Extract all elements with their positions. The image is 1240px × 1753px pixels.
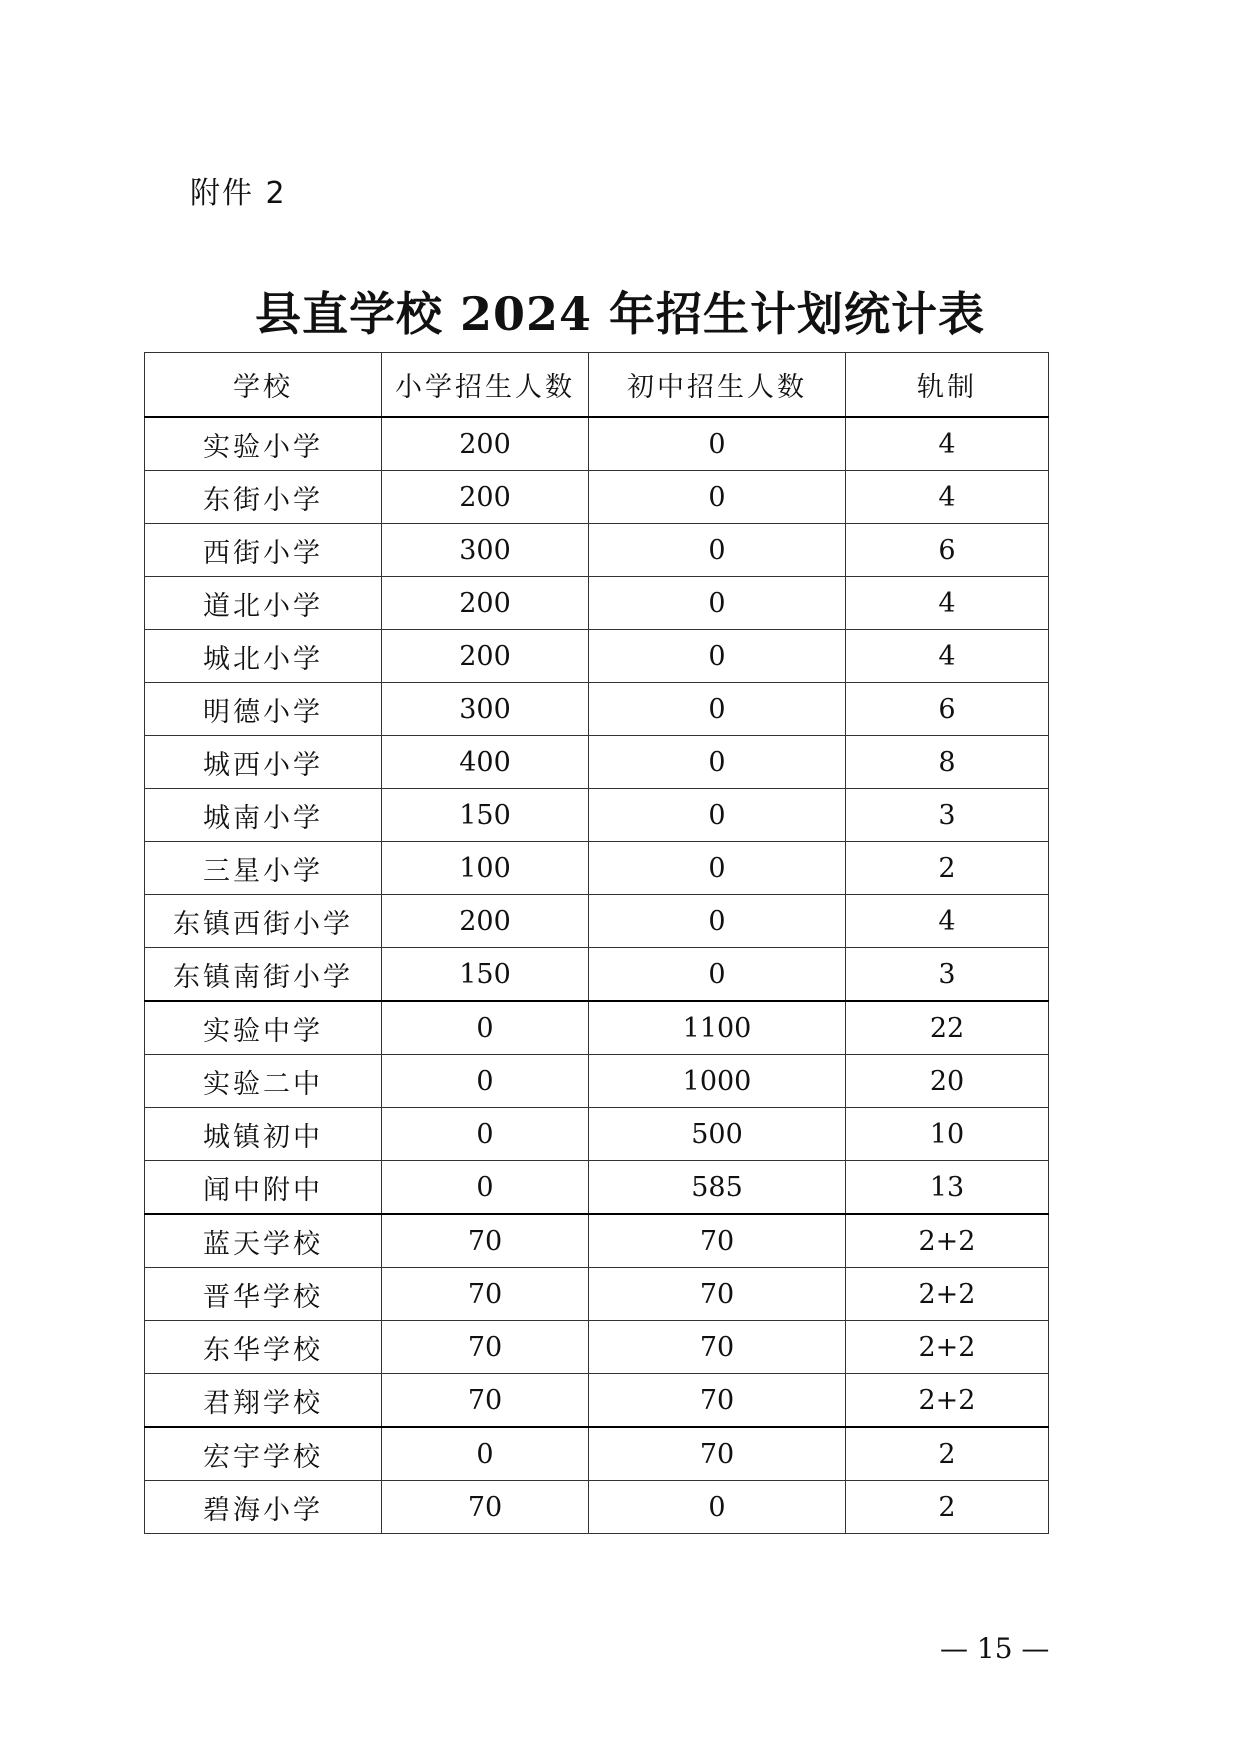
primary-enrollment: 70 [382, 1321, 589, 1374]
middle-enrollment: 70 [589, 1268, 846, 1321]
primary-enrollment: 200 [382, 895, 589, 948]
track-system: 2 [846, 1427, 1049, 1481]
primary-enrollment: 300 [382, 683, 589, 736]
primary-enrollment: 100 [382, 842, 589, 895]
primary-enrollment: 300 [382, 524, 589, 577]
middle-enrollment: 70 [589, 1321, 846, 1374]
middle-enrollment: 70 [589, 1427, 846, 1481]
school-name: 城西小学 [145, 736, 382, 789]
table-row [145, 1108, 1049, 1161]
table-row [145, 789, 1049, 842]
middle-enrollment: 70 [589, 1214, 846, 1268]
school-name: 西街小学 [145, 524, 382, 577]
table-row [145, 948, 1049, 1002]
middle-enrollment: 0 [589, 1481, 846, 1534]
track-system: 2+2 [846, 1268, 1049, 1321]
document-title: 县直学校 2024 年招生计划统计表 [254, 287, 986, 341]
school-name: 宏宇学校 [145, 1427, 382, 1481]
primary-enrollment: 0 [382, 1108, 589, 1161]
middle-enrollment: 1100 [589, 1001, 846, 1055]
table-row [145, 577, 1049, 630]
track-system: 8 [846, 736, 1049, 789]
middle-enrollment: 70 [589, 1374, 846, 1428]
header-school: 学校 [145, 353, 382, 418]
primary-enrollment: 200 [382, 471, 589, 524]
school-name: 城北小学 [145, 630, 382, 683]
header-middle-enrollment: 初中招生人数 [589, 353, 846, 418]
school-name: 碧海小学 [145, 1481, 382, 1534]
table-header-row [145, 353, 1049, 418]
primary-enrollment: 0 [382, 1055, 589, 1108]
table-row [145, 630, 1049, 683]
header-primary-enrollment: 小学招生人数 [382, 353, 589, 418]
school-name: 城南小学 [145, 789, 382, 842]
middle-enrollment: 0 [589, 789, 846, 842]
track-system: 4 [846, 577, 1049, 630]
middle-enrollment: 0 [589, 524, 846, 577]
primary-enrollment: 0 [382, 1427, 589, 1481]
primary-enrollment: 70 [382, 1214, 589, 1268]
school-name: 三星小学 [145, 842, 382, 895]
table-row [145, 1001, 1049, 1055]
middle-enrollment: 0 [589, 842, 846, 895]
track-system: 20 [846, 1055, 1049, 1108]
primary-enrollment: 70 [382, 1374, 589, 1428]
school-name: 闻中附中 [145, 1161, 382, 1215]
table-row [145, 1321, 1049, 1374]
middle-enrollment: 0 [589, 630, 846, 683]
track-system: 2 [846, 1481, 1049, 1534]
track-system: 3 [846, 948, 1049, 1002]
track-system: 4 [846, 895, 1049, 948]
middle-enrollment: 585 [589, 1161, 846, 1215]
school-name: 实验二中 [145, 1055, 382, 1108]
school-name: 东镇南街小学 [145, 948, 382, 1002]
middle-enrollment: 0 [589, 948, 846, 1002]
primary-enrollment: 200 [382, 630, 589, 683]
table-row [145, 1427, 1049, 1481]
track-system: 4 [846, 417, 1049, 471]
middle-enrollment: 0 [589, 471, 846, 524]
table-row [145, 1055, 1049, 1108]
primary-enrollment: 70 [382, 1268, 589, 1321]
school-name: 东华学校 [145, 1321, 382, 1374]
table-row [145, 1161, 1049, 1215]
track-system: 22 [846, 1001, 1049, 1055]
track-system: 13 [846, 1161, 1049, 1215]
table-row [145, 1481, 1049, 1534]
table-row [145, 471, 1049, 524]
table-row [145, 1374, 1049, 1428]
table-row [145, 895, 1049, 948]
school-name: 城镇初中 [145, 1108, 382, 1161]
track-system: 4 [846, 630, 1049, 683]
track-system: 3 [846, 789, 1049, 842]
enrollment-plan-table [144, 352, 1049, 1534]
page-number: — 15 — [940, 1632, 1050, 1665]
primary-enrollment: 0 [382, 1001, 589, 1055]
primary-enrollment: 200 [382, 577, 589, 630]
table-row [145, 1214, 1049, 1268]
middle-enrollment: 500 [589, 1108, 846, 1161]
track-system: 10 [846, 1108, 1049, 1161]
primary-enrollment: 150 [382, 948, 589, 1002]
school-name: 东街小学 [145, 471, 382, 524]
middle-enrollment: 0 [589, 895, 846, 948]
primary-enrollment: 150 [382, 789, 589, 842]
track-system: 6 [846, 683, 1049, 736]
track-system: 2+2 [846, 1374, 1049, 1428]
track-system: 2+2 [846, 1214, 1049, 1268]
school-name: 实验中学 [145, 1001, 382, 1055]
school-name: 蓝天学校 [145, 1214, 382, 1268]
primary-enrollment: 200 [382, 417, 589, 471]
primary-enrollment: 0 [382, 1161, 589, 1215]
track-system: 2+2 [846, 1321, 1049, 1374]
primary-enrollment: 400 [382, 736, 589, 789]
track-system: 6 [846, 524, 1049, 577]
middle-enrollment: 0 [589, 683, 846, 736]
table-row [145, 524, 1049, 577]
middle-enrollment: 1000 [589, 1055, 846, 1108]
track-system: 2 [846, 842, 1049, 895]
school-name: 明德小学 [145, 683, 382, 736]
middle-enrollment: 0 [589, 417, 846, 471]
school-name: 君翔学校 [145, 1374, 382, 1428]
table-row [145, 417, 1049, 471]
table-row [145, 1268, 1049, 1321]
primary-enrollment: 70 [382, 1481, 589, 1534]
middle-enrollment: 0 [589, 577, 846, 630]
school-name: 东镇西街小学 [145, 895, 382, 948]
table-row [145, 736, 1049, 789]
attachment-label: 附件 2 [190, 176, 287, 211]
middle-enrollment: 0 [589, 736, 846, 789]
school-name: 实验小学 [145, 417, 382, 471]
track-system: 4 [846, 471, 1049, 524]
school-name: 晋华学校 [145, 1268, 382, 1321]
table-row [145, 842, 1049, 895]
header-track-system: 轨制 [846, 353, 1049, 418]
school-name: 道北小学 [145, 577, 382, 630]
table-row [145, 683, 1049, 736]
